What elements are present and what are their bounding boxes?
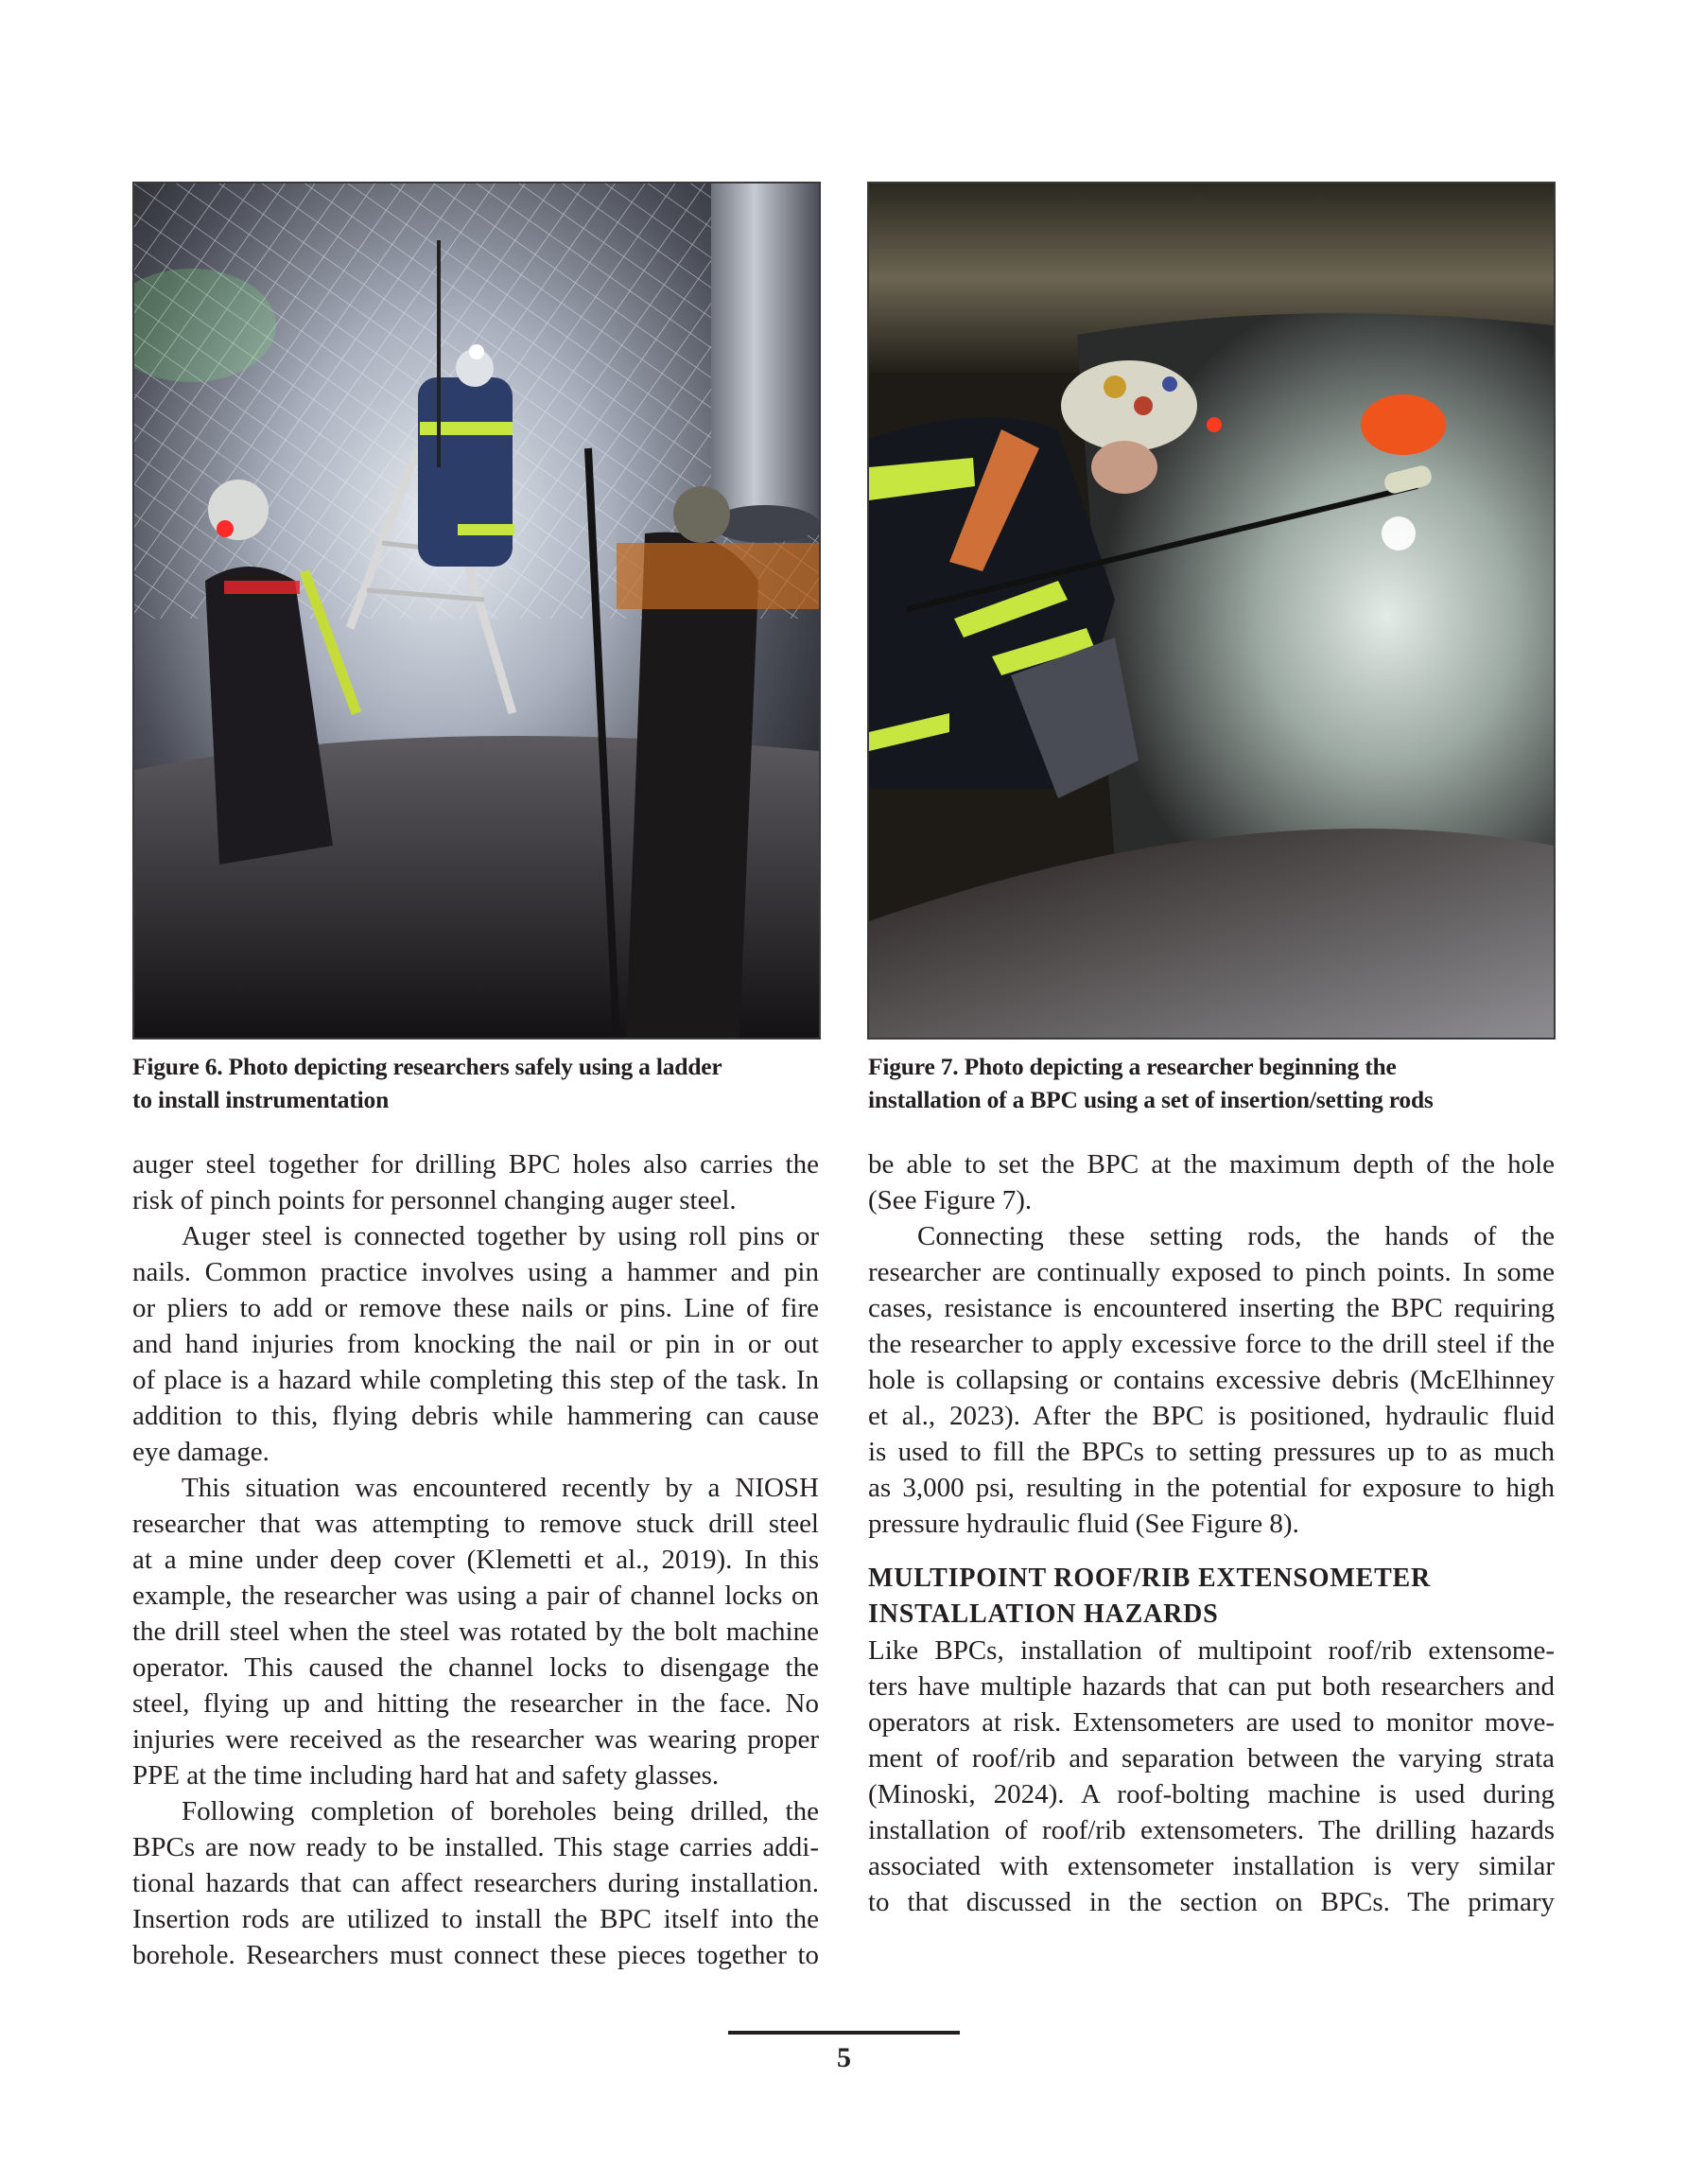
text-line: eye damage.	[132, 1437, 270, 1467]
page-number: 5	[837, 2042, 851, 2073]
text-line: BPCs are now ready to be installed. This stage carries addi-	[132, 1832, 819, 1862]
text-line: risk of pinch points for personnel changing auger steel.	[132, 1185, 737, 1215]
text-line: Like BPCs, installation of multipoint roof/rib extensome-	[868, 1635, 1555, 1666]
figure-6-caption	[132, 1050, 819, 1116]
text-line: steel, flying up and hitting the researcher in the face. No	[132, 1688, 819, 1719]
text-line: auger steel together for drilling BPC holes also carries the	[132, 1149, 819, 1179]
caption-line: Figure 7. Photo depicting a researcher beginning the	[868, 1053, 1397, 1080]
text-line: hole is collapsing or contains excessive debris (McElhinney	[868, 1365, 1555, 1395]
section-heading	[868, 1561, 1555, 1633]
section-heading-line: INSTALLATION HAZARDS	[868, 1599, 1219, 1629]
text-line: (Minoski, 2024). A roof-bolting machine is used during	[868, 1779, 1555, 1809]
text-line: be able to set the BPC at the maximum depth of the hole	[868, 1149, 1555, 1179]
text-line: researcher that was attempting to remove stuck drill steel	[132, 1509, 819, 1539]
caption-line: Figure 6. Photo depicting researchers safely using a ladder	[132, 1053, 722, 1080]
right-column-paragraphs	[868, 1146, 1555, 1542]
text-line: borehole. Researchers must connect these pieces together to	[132, 1940, 819, 1970]
text-line: et al., 2023). After the BPC is positioned, hydraulic fluid	[868, 1401, 1555, 1431]
footer-rule	[728, 2031, 960, 2035]
figure-7-caption	[868, 1050, 1555, 1116]
text-line: or pliers to add or remove these nails or pins. Line of fire	[132, 1293, 819, 1323]
text-line: at a mine under deep cover (Klemetti et al., 2019). In this	[132, 1545, 819, 1575]
figure-7-photo	[867, 182, 1556, 1040]
text-line: PPE at the time including hard hat and safety glasses.	[132, 1760, 720, 1791]
right-column-body-text	[868, 1146, 1555, 1920]
text-line: is used to fill the BPCs to setting pressures up to as much	[868, 1437, 1555, 1467]
section-heading-line: MULTIPOINT ROOF/RIB EXTENSOMETER	[868, 1564, 1432, 1593]
text-line: operators at risk. Extensometers are used to monitor move-	[868, 1707, 1555, 1738]
text-line: Connecting these setting rods, the hands of the	[917, 1221, 1555, 1251]
section-gap	[868, 1542, 1555, 1561]
text-line: to that discussed in the section on BPCs. The primary	[868, 1887, 1555, 1917]
caption-line: installation of a BPC using a set of insertion/setting rods	[868, 1086, 1434, 1113]
figure-6-photo	[132, 182, 821, 1040]
text-line: (See Figure 7).	[868, 1185, 1033, 1215]
text-line: associated with extensometer installation is very similar	[868, 1851, 1555, 1881]
text-line: addition to this, flying debris while hammering can cause	[132, 1401, 819, 1431]
text-line: ment of roof/rib and separation between the varying strata	[868, 1743, 1555, 1773]
text-line: operator. This caused the channel locks to disengage the	[132, 1652, 819, 1683]
text-line: cases, resistance is encountered inserting the BPC requiring	[868, 1293, 1555, 1323]
text-line: the drill steel when the steel was rotated by the bolt machine	[132, 1616, 819, 1647]
text-line: pressure hydraulic fluid (See Figure 8).	[868, 1509, 1299, 1539]
figure-7-photo-illustration	[869, 183, 1554, 1038]
caption-line: to install instrumentation	[132, 1086, 390, 1113]
text-line: example, the researcher was using a pair of channel locks on	[132, 1581, 819, 1611]
section-body	[868, 1633, 1555, 1920]
text-line: tional hazards that can affect researchers during installation.	[132, 1868, 819, 1898]
text-line: of place is a hazard while completing this step of the task. In	[132, 1365, 819, 1395]
left-column-body-text	[132, 1146, 819, 1973]
text-line: Insertion rods are utilized to install the BPC itself into the	[132, 1904, 819, 1934]
text-line: researcher are continually exposed to pinch points. In some	[868, 1257, 1555, 1287]
text-line: as 3,000 psi, resulting in the potential for exposure to high	[868, 1473, 1555, 1503]
text-line: and hand injuries from knocking the nail or pin in or out	[132, 1329, 819, 1359]
text-line: Following completion of boreholes being drilled, the	[182, 1796, 819, 1826]
text-line: Auger steel is connected together by using roll pins or	[182, 1221, 819, 1251]
text-line: injuries were received as the researcher was wearing proper	[132, 1724, 819, 1755]
text-line: nails. Common practice involves using a hammer and pin	[132, 1257, 819, 1287]
text-line: the researcher to apply excessive force to the drill steel if the	[868, 1329, 1555, 1359]
text-line: installation of roof/rib extensometers. The drilling hazards	[868, 1815, 1555, 1845]
figure-6-photo-illustration	[134, 183, 819, 1038]
text-line: ters have multiple hazards that can put both researchers and	[868, 1671, 1555, 1702]
text-line: This situation was encountered recently by a NIOSH	[182, 1473, 819, 1503]
